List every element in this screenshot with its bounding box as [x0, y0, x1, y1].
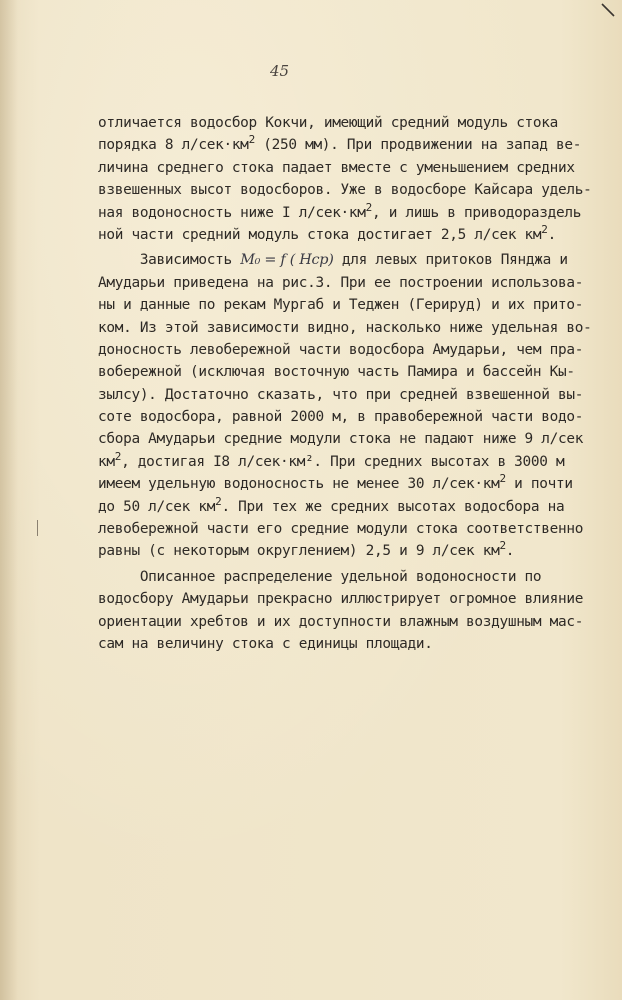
line-text: левобережной части его средние модули стока соответственно	[98, 521, 584, 538]
paragraph	[98, 112, 592, 246]
line-text: равны (с некоторым округлением) 2,5 и 9 л/сек км	[98, 543, 500, 560]
corner-pencil-mark	[598, 2, 618, 18]
line-text: сам на величину стока с единицы площади.	[98, 635, 433, 652]
line-text: ная водоносность ниже I л/сек·км	[98, 204, 366, 221]
line-text: Описанное распределение удельной водоносности по	[98, 568, 542, 585]
text-line	[98, 406, 584, 428]
line-text-rest: , достигая I8 л/сек·км². При средних высотах в 3000 м	[121, 453, 565, 470]
superscript: 2	[365, 200, 372, 214]
text-line	[98, 540, 568, 562]
line-text-rest: , и лишь в приводораздель	[371, 204, 582, 221]
superscript: 2	[499, 472, 506, 486]
text-line	[98, 428, 584, 450]
line-text-rest: и почти	[505, 476, 573, 493]
text-line	[98, 112, 568, 134]
text-line	[98, 472, 573, 495]
text-line	[98, 633, 568, 655]
line-text-rest: .	[547, 226, 556, 243]
formula: M₀ = f ( Hср)	[240, 252, 334, 269]
text-line	[98, 200, 582, 224]
line-text: км	[98, 453, 115, 470]
superscript: 2	[248, 133, 255, 147]
text-line	[98, 339, 584, 361]
paragraph	[98, 566, 584, 656]
line-text: до 50 л/сек км	[98, 498, 216, 515]
page-number: 45	[270, 62, 290, 80]
text-line	[98, 157, 575, 179]
line-text: Зависимость	[98, 252, 241, 269]
line-text: личина среднего стока падает вместе с уменьшением средних	[98, 159, 575, 176]
text-line	[98, 384, 584, 406]
superscript: 2	[499, 539, 506, 553]
text-line	[98, 179, 592, 201]
text-line	[98, 249, 568, 271]
text-line	[98, 294, 584, 316]
line-text: имеем удельную водоносность не менее 30 л/сек·км	[98, 476, 500, 493]
line-text: Амударьи приведена на рис.3. При ее построении использова-	[98, 274, 584, 291]
line-text: соте водосбора, равной 2000 м, в правобережной части водо-	[98, 409, 584, 426]
line-text: порядка 8 л/сек·км	[98, 137, 249, 154]
page-edge-shadow	[0, 0, 18, 1000]
text-line	[98, 317, 592, 339]
superscript: 2	[541, 222, 548, 236]
superscript: 2	[215, 494, 222, 508]
text-line	[98, 224, 568, 246]
line-text-rest: .	[505, 543, 515, 560]
line-text: вобережной (исключая восточную часть Памира и бассейн Кы-	[98, 364, 575, 381]
line-text: ориентации хребтов и их доступности влажным воздушным мас-	[98, 613, 584, 630]
line-text: сбора Амударьи средние модули стока не падают ниже 9 л/сек	[98, 431, 584, 448]
margin-mark	[37, 520, 38, 536]
line-text: взвешенных высот водосборов. Уже в водосборе Кайсара удель-	[98, 182, 592, 199]
text-line	[98, 588, 584, 610]
line-text: ком. Из этой зависимости видно, насколько ниже удельная во-	[98, 319, 592, 336]
line-text-rest: для левых притоков Пянджа и	[333, 252, 568, 269]
body-text	[98, 112, 592, 655]
text-line	[98, 496, 568, 518]
text-line	[98, 518, 584, 540]
text-line	[98, 133, 582, 156]
text-line	[98, 451, 568, 473]
superscript: 2	[114, 449, 122, 463]
paragraph	[98, 249, 592, 562]
text-line	[98, 566, 568, 588]
line-text: доносность левобережной части водосбора Амударьи, чем пра-	[98, 341, 584, 358]
line-text: отличается водосбор Кокчи, имеющий средний модуль стока	[98, 115, 559, 131]
line-text: ной части средний модуль стока достигает 2,5 л/сек км	[98, 226, 542, 243]
line-text: водосбору Амударьи прекрасно иллюстрирует огромное влияние	[98, 591, 584, 608]
line-text: зылсу). Достаточно сказать, что при средней взвешенной вы-	[98, 386, 584, 403]
text-line	[98, 361, 575, 383]
line-text-rest: (250 мм). При продвижении на запад ве-	[254, 137, 582, 154]
text-line	[98, 611, 584, 633]
line-text: ны и данные по рекам Мургаб и Теджен (Герируд) и их прито-	[98, 297, 584, 314]
text-line	[98, 272, 584, 294]
line-text-rest: . При тех же средних высотах водосбора на	[221, 498, 565, 515]
